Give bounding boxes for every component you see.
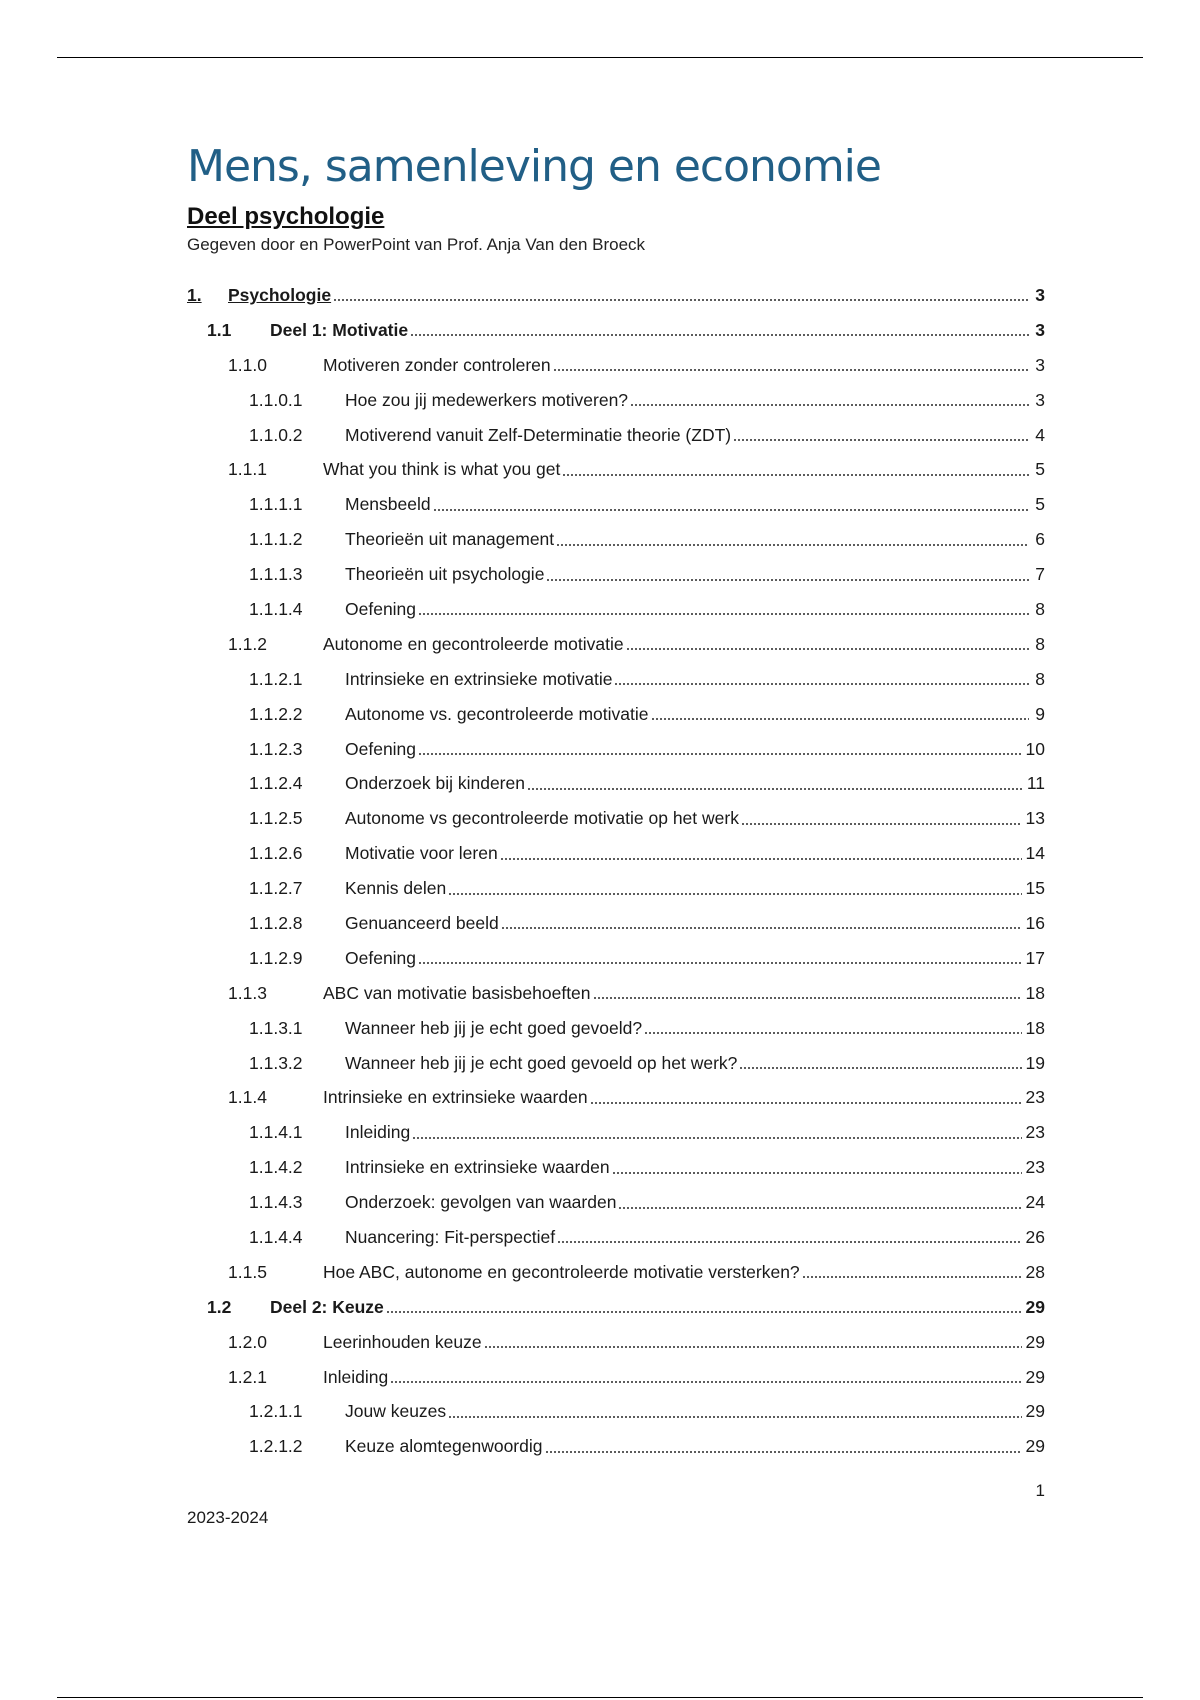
- toc-entry-page: 23: [1025, 1087, 1045, 1108]
- toc-entry-number: 1.1.4.1: [249, 1122, 303, 1143]
- toc-entry-title: Mensbeeld: [345, 494, 431, 515]
- toc-dot-leader: [390, 1381, 1021, 1383]
- toc-entry-number: 1.2: [207, 1296, 232, 1317]
- toc-entry-number: 1.2.1.1: [249, 1401, 303, 1422]
- toc-entry-page: 23: [1025, 1157, 1045, 1178]
- toc-dot-leader: [556, 544, 1029, 546]
- toc-dot-leader: [500, 858, 1022, 860]
- toc-entry-title: Theorieën uit management: [345, 529, 555, 550]
- toc-entry-page: 29: [1025, 1366, 1045, 1387]
- toc-entry-title: Intrinsieke en extrinsieke waarden: [323, 1087, 588, 1108]
- toc-entry[interactable]: [187, 592, 1045, 627]
- toc-dot-leader: [484, 1346, 1022, 1348]
- toc-entry[interactable]: [187, 557, 1045, 592]
- toc-entry-number: 1.1.2.3: [249, 738, 303, 759]
- toc-entry-title: Oefening: [345, 598, 417, 619]
- toc-entry[interactable]: [187, 1080, 1045, 1115]
- toc-entry-page: 24: [1025, 1192, 1045, 1213]
- toc-entry[interactable]: [187, 487, 1045, 522]
- toc-entry-title: Deel 1: Motivatie: [270, 319, 409, 340]
- toc-entry[interactable]: [187, 418, 1045, 453]
- toc-entry[interactable]: [187, 278, 1045, 313]
- toc-entry-page: 16: [1025, 912, 1045, 933]
- toc-entry-title: Jouw keuzes: [345, 1401, 447, 1422]
- toc-entry-number: 1.1.1.4: [249, 598, 303, 619]
- toc-entry[interactable]: [187, 1046, 1045, 1081]
- toc-entry-title: Intrinsieke en extrinsieke waarden: [345, 1157, 610, 1178]
- toc-dot-leader: [612, 1172, 1022, 1174]
- toc-entry-number: 1.1.5: [228, 1261, 267, 1282]
- toc-entry-number: 1.2.1.2: [249, 1436, 303, 1457]
- toc-dot-leader: [553, 369, 1029, 371]
- toc-entry-number: 1.1.1: [228, 459, 267, 480]
- toc-entry[interactable]: [187, 1395, 1045, 1430]
- toc-entry-title: Hoe ABC, autonome en gecontroleerde motivatie versterken?: [323, 1261, 800, 1282]
- toc-entry-number: 1.1.0.1: [249, 389, 303, 410]
- toc-entry-number: 1.1.3: [228, 982, 267, 1003]
- toc-entry-number: 1.1.4: [228, 1087, 267, 1108]
- toc-entry-title: Oefening: [345, 738, 417, 759]
- toc-entry-title: Inleiding: [323, 1366, 389, 1387]
- toc-entry-page: 8: [1035, 668, 1045, 689]
- table-of-contents: [187, 278, 1045, 1464]
- toc-entry-page: 15: [1025, 878, 1045, 899]
- toc-dot-leader: [527, 788, 1023, 790]
- toc-entry-page: 3: [1035, 284, 1045, 305]
- toc-entry[interactable]: [187, 313, 1045, 348]
- toc-entry-number: 1.1.2.8: [249, 912, 303, 933]
- toc-entry-title: Oefening: [345, 947, 417, 968]
- toc-entry[interactable]: [187, 348, 1045, 383]
- toc-entry-title: Nuancering: Fit-perspectief: [345, 1226, 556, 1247]
- toc-entry[interactable]: [187, 1220, 1045, 1255]
- toc-dot-leader: [418, 753, 1022, 755]
- toc-entry-page: 5: [1035, 459, 1045, 480]
- toc-entry[interactable]: [187, 627, 1045, 662]
- toc-dot-leader: [626, 648, 1029, 650]
- toc-dot-leader: [644, 1032, 1021, 1034]
- toc-dot-leader: [501, 927, 1022, 929]
- toc-entry-title: Wanneer heb jij je echt goed gevoeld?: [345, 1017, 643, 1038]
- toc-entry-number: 1.1.4.3: [249, 1192, 303, 1213]
- toc-dot-leader: [741, 823, 1022, 825]
- document-header: [187, 138, 1045, 256]
- toc-entry-title: Autonome en gecontroleerde motivatie: [323, 633, 624, 654]
- toc-dot-leader: [614, 683, 1029, 685]
- toc-entry-page: 8: [1035, 633, 1045, 654]
- toc-entry[interactable]: [187, 1115, 1045, 1150]
- toc-dot-leader: [630, 404, 1029, 406]
- bottom-rule: [57, 1697, 1143, 1698]
- toc-dot-leader: [618, 1207, 1021, 1209]
- toc-entry-page: 6: [1035, 529, 1045, 550]
- toc-entry-page: 4: [1035, 424, 1045, 445]
- toc-entry-title: Deel 2: Keuze: [270, 1296, 384, 1317]
- toc-entry-title: Wanneer heb jij je echt goed gevoeld op het werk?: [345, 1052, 738, 1073]
- toc-entry-title: Keuze alomtegenwoordig: [345, 1436, 543, 1457]
- toc-dot-leader: [557, 1241, 1021, 1243]
- toc-entry[interactable]: [187, 452, 1045, 487]
- document-subtitle: Deel psychologie: [187, 203, 385, 230]
- toc-entry-page: 23: [1025, 1122, 1045, 1143]
- toc-dot-leader: [433, 509, 1029, 511]
- toc-dot-leader: [590, 1102, 1022, 1104]
- toc-entry-page: 18: [1025, 982, 1045, 1003]
- toc-entry-page: 3: [1035, 354, 1045, 375]
- toc-entry-page: 3: [1035, 319, 1045, 340]
- toc-entry[interactable]: [187, 871, 1045, 906]
- toc-entry-title: Motiveren zonder controleren: [323, 354, 551, 375]
- toc-dot-leader: [448, 1416, 1021, 1418]
- toc-dot-leader: [651, 718, 1030, 720]
- toc-entry-number: 1.1.2.7: [249, 878, 303, 899]
- toc-entry-number: 1.1.1.2: [249, 529, 303, 550]
- toc-entry-page: 26: [1025, 1226, 1045, 1247]
- toc-entry[interactable]: [187, 1325, 1045, 1360]
- toc-dot-leader: [412, 1137, 1021, 1139]
- toc-dot-leader: [562, 474, 1029, 476]
- toc-dot-leader: [733, 439, 1029, 441]
- toc-entry-title: Motivatie voor leren: [345, 843, 498, 864]
- toc-entry[interactable]: [187, 1150, 1045, 1185]
- toc-entry-title: Inleiding: [345, 1122, 411, 1143]
- toc-entry-number: 1.2.0: [228, 1331, 267, 1352]
- toc-entry-page: 3: [1035, 389, 1045, 410]
- footer-year: 2023-2024: [187, 1508, 269, 1527]
- toc-entry[interactable]: [187, 732, 1045, 767]
- toc-entry-page: 10: [1025, 738, 1045, 759]
- toc-entry[interactable]: [187, 383, 1045, 418]
- toc-entry-title: Genuanceerd beeld: [345, 912, 499, 933]
- toc-entry[interactable]: [187, 662, 1045, 697]
- top-rule: [57, 57, 1143, 58]
- toc-entry[interactable]: [187, 766, 1045, 801]
- toc-entry-number: 1.1.4.2: [249, 1157, 303, 1178]
- toc-entry-number: 1.2.1: [228, 1366, 267, 1387]
- toc-entry-number: 1.1.0: [228, 354, 267, 375]
- toc-entry[interactable]: [187, 976, 1045, 1011]
- toc-entry-number: 1.1.3.2: [249, 1052, 303, 1073]
- toc-dot-leader: [546, 579, 1029, 581]
- toc-entry-page: 14: [1025, 843, 1045, 864]
- toc-dot-leader: [448, 893, 1021, 895]
- toc-entry-title: Onderzoek bij kinderen: [345, 773, 525, 794]
- toc-entry-number: 1.1.2.4: [249, 773, 303, 794]
- toc-dot-leader: [418, 613, 1029, 615]
- document-byline: Gegeven door en PowerPoint van Prof. Anja Van den Broeck: [187, 235, 646, 254]
- toc-entry[interactable]: [187, 1185, 1045, 1220]
- document-title: Mens, samenleving en economie: [187, 141, 881, 192]
- toc-entry[interactable]: [187, 1011, 1045, 1046]
- toc-dot-leader: [386, 1311, 1022, 1313]
- toc-entry-page: 29: [1025, 1296, 1045, 1317]
- toc-entry-title: ABC van motivatie basisbehoeften: [323, 982, 591, 1003]
- toc-entry-number: 1.: [187, 284, 202, 305]
- toc-entry-number: 1.1.1.1: [249, 494, 303, 515]
- toc-entry-page: 29: [1025, 1331, 1045, 1352]
- toc-entry-title: Autonome vs gecontroleerde motivatie op het werk: [345, 808, 739, 829]
- toc-dot-leader: [593, 997, 1022, 999]
- toc-entry-page: 28: [1025, 1261, 1045, 1282]
- toc-entry-number: 1.1.1.3: [249, 564, 303, 585]
- toc-entry[interactable]: [187, 1255, 1045, 1290]
- toc-dot-leader: [739, 1067, 1021, 1069]
- toc-entry-page: 13: [1025, 808, 1045, 829]
- toc-entry[interactable]: [187, 1429, 1045, 1464]
- toc-entry-number: 1.1.0.2: [249, 424, 303, 445]
- toc-entry-number: 1.1.2.5: [249, 808, 303, 829]
- toc-entry-number: 1.1.2.9: [249, 947, 303, 968]
- toc-entry[interactable]: [187, 941, 1045, 976]
- toc-entry-title: Motiverend vanuit Zelf-Determinatie theorie (ZDT): [345, 424, 732, 445]
- toc-entry-number: 1.1.3.1: [249, 1017, 303, 1038]
- toc-dot-leader: [545, 1451, 1022, 1453]
- toc-entry-page: 29: [1025, 1401, 1045, 1422]
- toc-entry-title: Hoe zou jij medewerkers motiveren?: [345, 389, 629, 410]
- toc-entry[interactable]: [187, 697, 1045, 732]
- toc-entry-title: Onderzoek: gevolgen van waarden: [345, 1192, 617, 1213]
- toc-entry-page: 9: [1035, 703, 1045, 724]
- toc-entry-page: 8: [1035, 598, 1045, 619]
- toc-dot-leader: [418, 962, 1022, 964]
- toc-entry-page: 11: [1026, 773, 1045, 794]
- toc-entry-number: 1.1: [207, 319, 232, 340]
- toc-entry-title: What you think is what you get: [323, 459, 561, 480]
- toc-entry-number: 1.1.2.6: [249, 843, 303, 864]
- toc-entry-title: Leerinhouden keuze: [323, 1331, 482, 1352]
- toc-entry-page: 17: [1025, 947, 1045, 968]
- toc-entry[interactable]: [187, 1360, 1045, 1395]
- page-number: 1: [1035, 1481, 1045, 1500]
- toc-entry-number: 1.1.4.4: [249, 1226, 303, 1247]
- toc-entry[interactable]: [187, 522, 1045, 557]
- toc-entry-number: 1.1.2: [228, 633, 267, 654]
- toc-entry-page: 19: [1025, 1052, 1045, 1073]
- toc-dot-leader: [410, 334, 1029, 336]
- toc-entry-number: 1.1.2.2: [249, 703, 303, 724]
- toc-dot-leader: [333, 299, 1029, 301]
- toc-entry-page: 18: [1025, 1017, 1045, 1038]
- toc-entry-page: 29: [1025, 1436, 1045, 1457]
- toc-entry-title: Theorieën uit psychologie: [345, 564, 545, 585]
- toc-entry[interactable]: [187, 836, 1045, 871]
- toc-entry-page: 7: [1035, 564, 1045, 585]
- toc-dot-leader: [802, 1276, 1022, 1278]
- toc-entry[interactable]: [187, 1290, 1045, 1325]
- toc-entry-title: Intrinsieke en extrinsieke motivatie: [345, 668, 613, 689]
- toc-entry-title: Psychologie: [228, 284, 332, 305]
- toc-entry[interactable]: [187, 906, 1045, 941]
- toc-entry-number: 1.1.2.1: [249, 668, 303, 689]
- toc-entry-title: Autonome vs. gecontroleerde motivatie: [345, 703, 649, 724]
- toc-entry-title: Kennis delen: [345, 878, 447, 899]
- toc-entry[interactable]: [187, 801, 1045, 836]
- toc-entry-page: 5: [1035, 494, 1045, 515]
